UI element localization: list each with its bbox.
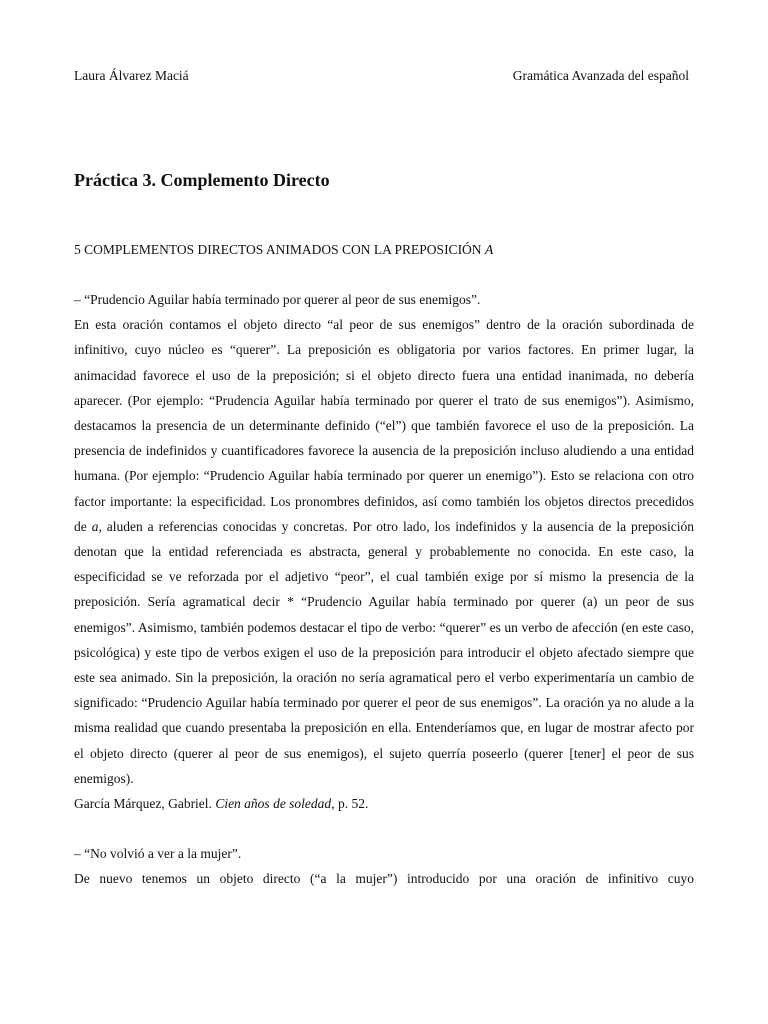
analysis-paragraph-1 [74,312,694,791]
course-name: Gramática Avanzada del español [512,68,689,83]
page-title: Práctica 3. Complemento Directo [74,170,330,190]
example-quote-1: – “Prudencio Aguilar había terminado por querer al peor de sus enemigos”. [74,292,481,307]
section-heading-italic: A [484,242,494,257]
document-body [74,287,694,892]
paragraph-gap [74,816,694,841]
section-heading-text: 5 COMPLEMENTOS DIRECTOS ANIMADOS CON LA PREPOSICIÓN [74,242,485,257]
analysis-paragraph-2: De nuevo tenemos un objeto directo (“a la mujer”) introducido por una oración de infinitivo cuyo [74,871,694,887]
example-quote-2: – “No volvió a ver a la mujer”. [74,846,242,862]
citation [74,791,694,816]
author-name: Laura Álvarez Maciá [74,68,189,83]
citation-author: García Márquez, Gabriel. [74,796,216,812]
section-heading [74,242,493,258]
analysis-text-1b: , aluden a referencias conocidas y concretas. Por otro lado, los indefinidos y la ausencia de la preposición denotan que la entidad referenciada es abstracta, general y probablemente no conocida. En este caso, la especificidad se ve reforzada por el adjetivo “peor”, el cual también exige por sí mismo la presencia de la preposición. Sería agramatical decir * “Prudencio Aguilar había terminado por querer (a) un peor de sus enemigos”. Asimismo, también podemos destacar el tipo de verbo: “querer” es un verbo de afección (en este caso, psicológica) y este tipo de verbos exigen el uso de la preposición para introducir el objeto afectado siempre que este sea animado. Sin la preposición, la oración no sería agramatical pero el verbo experimentaría un cambio de significado: “Prudencio Aguilar había terminado por querer el peor de sus enemigos”. La oración ya no alude a la misma realidad que cuando presentaba la preposición en ella. Entenderíamos que, en lugar de mostrar afecto por el objeto directo (querer al peor de sus enemigos), el sujeto querría poseerlo (querer [tener] el peor de sus enemigos). [74,518,694,786]
analysis-text-1a: En esta oración contamos el objeto directo “al peor de sus enemigos” dentro de la oración subordinada de infinitivo, cuyo núcleo es “querer”. La preposición es obligatoria por varios factores. En primer lugar, la animacidad favorece el uso de la preposición; si el objeto directo fuera una entidad inanimada, no debería aparecer. (Por ejemplo: “Prudencia Aguilar había terminado por querer el trato de sus enemigos”). Asimismo, destacamos la presencia de un determinante definido (“el”) que también favorece el uso de la preposición. La presencia de indefinidos y cuantificadores favorece la ausencia de la preposición incluso aludiendo a una entidad humana. (Por ejemplo: “Prudencio Aguilar había terminado por querer un enemigo”). Esto se relaciona con otro factor importante: la especificidad. Los pronombres definidos, así como también los objetos directos precedidos de [74,317,694,534]
analysis-italic-a: a [91,518,99,534]
citation-title: Cien años de soledad [215,796,332,812]
citation-page: , p. 52. [331,796,369,812]
